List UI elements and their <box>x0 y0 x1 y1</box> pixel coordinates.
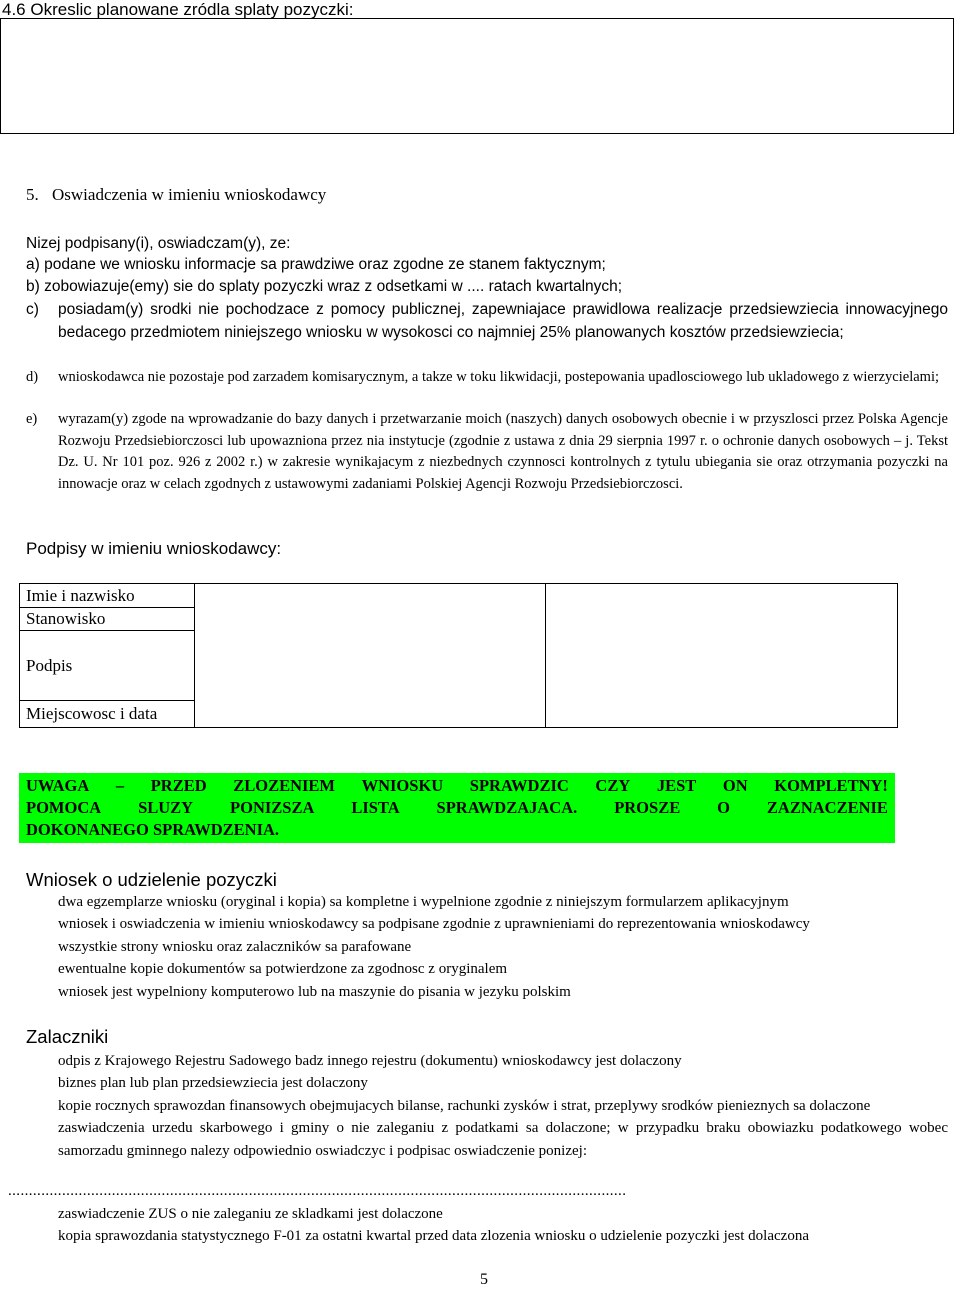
checklist-item[interactable]: kopie rocznych sprawozdan finansowych obejmujacych bilanse, rachunki zysków i strat, przeplywy srodków pienieznych sa dolaczone <box>58 1097 871 1114</box>
signature-label-signature: Podpis <box>20 631 195 701</box>
declaration-intro: Nizej podpisany(i), oswiadczam(y), ze: <box>26 235 291 252</box>
warning-word: CZY <box>595 776 631 795</box>
checklist-item[interactable]: ewentualne kopie dokumentów sa potwierdzone za zgodnosc z oryginalem <box>58 961 508 978</box>
warning-word: SLUZY <box>138 798 194 817</box>
warning-word: ON <box>722 776 748 795</box>
checklist-item[interactable]: zaswiadczenia urzedu skarbowego i gminy o nie zaleganiu z podatkami sa dolaczone; w przypadku braku obowiazku podatkowego wobec samorzadu gminnego nalezy odpowiednio oswiadczyc i podpisac oswiadczenie ponizej: <box>58 1120 948 1159</box>
repayment-sources-field[interactable] <box>0 18 954 134</box>
declaration-b: b) zobowiazuje(emy) sie do splaty pozyczki wraz z odsetkami w .... ratach kwartalnych; <box>26 278 623 295</box>
tax-statement-dotted-line[interactable]: ..................................................................................................................................................... <box>8 1183 627 1199</box>
declaration-e-text: wyrazam(y) zgode na wprowadzanie do bazy danych i przetwarzanie moich (naszych) danych osobowych obecnie i w przyszlosci przez Polska Agencje Rozwoju Przedsiebiorczosci lub upowazniona przez nia instytucje (zgodnie z ustawa z dnia 29 sierpnia 1997 r. o ochronie danych osobowych – j. Tekst Dz. U. Nr 101 poz. 926 z 2002 r.) w zakresie wynikajacym z niezbednych czynnosci kontrolnych z tytulu ubiegania sie oraz otrzymania pozyczki na innowacje oraz w celach zgodnych z ustawowymi zadaniami Polskiej Agencji Rozwoju Przedsiebiorczosci. <box>58 411 948 492</box>
warning-word: JEST <box>656 776 697 795</box>
declaration-a: a) podane we wniosku informacje sa prawdziwe oraz zgodne ze stanem faktycznym; <box>26 256 606 273</box>
checklist-item[interactable]: wniosek jest wypelniony komputerowo lub na maszynie do pisania w jezyku polskim <box>58 983 571 1000</box>
signature-label-name: Imie i nazwisko <box>20 584 195 608</box>
warning-line-2 <box>26 797 888 819</box>
warning-word: PONIZSZA <box>230 798 315 817</box>
checklist-application-list <box>58 891 948 1003</box>
declaration-c-label: c) <box>26 301 39 318</box>
checklist-item[interactable]: dwa egzemplarze wniosku (oryginal i kopia) sa kompletne i wypelnione zgodnie z niniejszym formularzem aplikacyjnym <box>58 894 789 910</box>
checklist-item[interactable]: wszystkie strony wniosku oraz zalaczników sa parafowane <box>58 938 412 955</box>
checklist-item[interactable]: odpis z Krajowego Rejestru Sadowego badz innego rejestru (dokumentu) wnioskodawcy jest dolaczony <box>58 1053 682 1069</box>
checklist-item[interactable]: biznes plan lub plan przedsiewziecia jest dolaczony <box>58 1075 368 1092</box>
checklist-attachments-list-continued <box>58 1203 948 1248</box>
declaration-e-label: e) <box>26 411 38 427</box>
declaration-d-label: d) <box>26 369 39 385</box>
warning-word: ZAZNACZENIE <box>766 798 888 817</box>
declaration-d-text: wnioskodawca nie pozostaje pod zarzadem komisarycznym, a takze w toku likwidacji, postepowania upadlosciowego lub ukladowego z wierzycielami; <box>58 369 939 385</box>
signature-label-position: Stanowisko <box>20 608 195 631</box>
section-5-title: Oswiadczenia w imieniu wnioskodawcy <box>52 185 327 204</box>
signature-cell-person-1[interactable] <box>195 584 546 728</box>
signature-table <box>19 583 898 728</box>
warning-word: O <box>717 798 730 817</box>
section-5-number: 5. <box>26 185 39 204</box>
page-number: 5 <box>480 1271 488 1288</box>
warning-line-3: DOKONANEGO SPRAWDZENIA. <box>26 820 280 839</box>
declaration-c-text: posiadam(y) srodki nie pochodzace z pomocy publicznej, zapewniajace prawidlowa realizacje przedsiewziecia innowacyjnego bedacego przedmiotem niniejszego wniosku w wysokosci co najmniej 25% planowanych kosztów przedsiewziecia; <box>58 301 948 341</box>
checklist-item[interactable]: zaswiadczenie ZUS o nie zaleganiu ze skladkami jest dolaczone <box>58 1206 443 1222</box>
warning-word: POMOCA <box>26 798 102 817</box>
checklist-item[interactable]: wniosek i oswiadczenia w imieniu wnioskodawcy sa podpisane zgodnie z uprawnieniami do reprezentowania wnioskodawcy <box>58 916 810 933</box>
completeness-warning <box>19 773 895 843</box>
warning-word: ZLOZENIEM <box>233 776 335 795</box>
section-5-heading <box>26 184 326 206</box>
warning-word: PRZED <box>150 776 207 795</box>
warning-word: KOMPLETNY! <box>774 776 888 795</box>
warning-word: LISTA <box>351 798 400 817</box>
checklist-attachments-heading: Zalaczniki <box>26 1026 109 1047</box>
signatures-title: Podpisy w imieniu wnioskodawcy: <box>26 539 282 558</box>
warning-word: WNIOSKU <box>361 776 444 795</box>
warning-word: PROSZE <box>614 798 681 817</box>
section-4-6-heading: 4.6 Okreslic planowane zródla splaty pozyczki: <box>2 0 354 19</box>
warning-word: SPRAWDZIC <box>469 776 569 795</box>
warning-word: – <box>115 776 125 795</box>
checklist-item[interactable]: kopia sprawozdania statystycznego F-01 za ostatni kwartal przed data zlozenia wniosku o udzielenie pozyczki jest dolaczona <box>58 1228 809 1245</box>
checklist-attachments-list <box>58 1050 948 1162</box>
signature-label-place-date: Miejscowosc i data <box>20 701 195 728</box>
checklist-application-heading: Wniosek o udzielenie pozyczki <box>26 869 277 890</box>
signature-cell-person-2[interactable] <box>546 584 898 728</box>
warning-word: SPRAWDZAJACA. <box>436 798 578 817</box>
warning-line-1 <box>26 775 888 797</box>
warning-word: UWAGA <box>26 776 90 795</box>
